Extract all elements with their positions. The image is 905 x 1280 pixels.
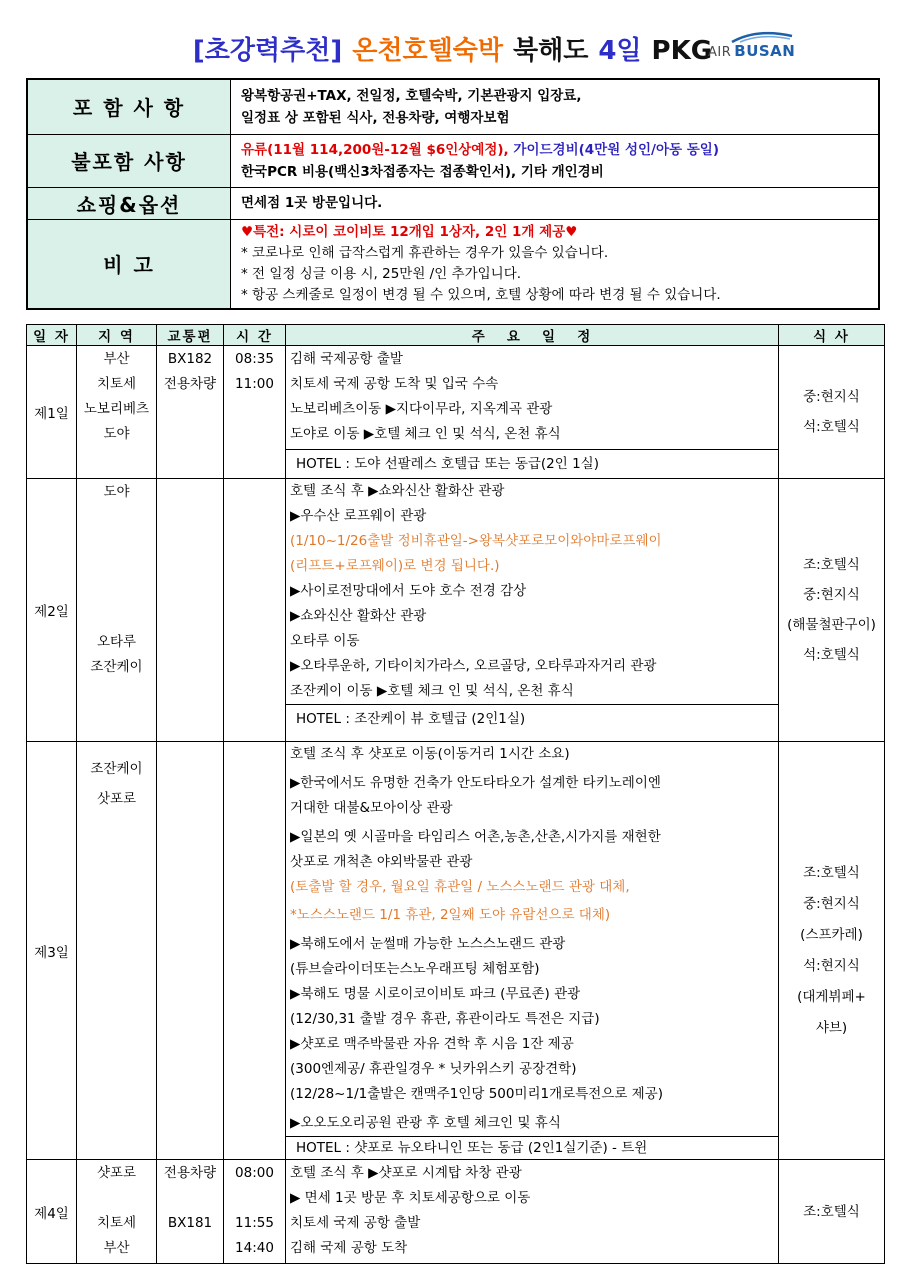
excluded-content	[231, 134, 880, 187]
region: 조잔케이	[90, 761, 143, 777]
meal: 중:현지식	[803, 389, 860, 405]
remark-line: * 코로나로 인해 급작스럽게 휴관하는 경우가 있을수 있습니다.	[241, 244, 609, 261]
day3-row	[27, 742, 885, 1160]
excluded-line1	[241, 139, 868, 161]
itinerary-item: ▶일본의 옛 시골마을 타임리스 어촌,농촌,산촌,시가지를 재현한	[290, 829, 661, 845]
time: 14:40	[235, 1240, 274, 1256]
schedule-table	[26, 324, 885, 1264]
itinerary-item: ▶오오도오리공원 관광 후 호텔 체크인 및 휴식	[290, 1115, 561, 1131]
logo-air: AIR	[708, 45, 732, 60]
itinerary-item: 삿포로 개척촌 야외박물관 관광	[290, 854, 473, 870]
time: 11:55	[235, 1215, 274, 1231]
day3-transport	[157, 742, 224, 1160]
col-day: 일 자	[27, 325, 77, 346]
itinerary-item: 호텔 조식 후 ▶샷포로 시계탑 차창 관광	[290, 1165, 522, 1181]
time: 08:35	[235, 351, 274, 367]
remark-line: * 항공 스케줄로 일정이 변경 될 수 있으며, 호텔 상황에 따라 변경 될 수 있습니다.	[241, 286, 721, 303]
itinerary-item: 치토세 국제 공항 출발	[290, 1215, 421, 1231]
shopping-label: 쇼핑&옵션	[27, 187, 231, 219]
day2-transport	[157, 479, 224, 742]
included-label: 포 함 사 항	[27, 79, 231, 134]
transport: 전용차량	[163, 1165, 217, 1181]
region: 노보리베츠	[83, 401, 150, 417]
meal: 석:호텔식	[803, 647, 860, 663]
day-label: 제3일	[27, 742, 77, 1160]
day2-meals	[779, 479, 885, 742]
col-meal: 식 사	[779, 325, 885, 346]
itinerary-item: 도야로 이동 ▶호텔 체크 인 및 석식, 온천 휴식	[290, 426, 561, 442]
itinerary-item: ▶우수산 로프웨이 관광	[290, 508, 427, 524]
excluded-label: 불포함 사항	[27, 134, 231, 187]
itinerary-item: ▶북해도에서 눈썰매 가능한 노스스노랜드 관광	[290, 936, 566, 952]
itinerary-item: 조잔케이 이동 ▶호텔 체크 인 및 석식, 온천 휴식	[290, 683, 574, 699]
meal: 조:호텔식	[803, 1203, 860, 1220]
region: 도야	[103, 426, 130, 442]
itinerary-item: 김해 국제공항 출발	[290, 351, 403, 367]
itinerary-note: *노스스노랜드 1/1 휴관, 2일째 도야 유람선으로 대체)	[290, 907, 611, 923]
special-benefit-text: ♥특전: 시로이 코이비토 12개입 1상자, 2인 1개 제공♥	[241, 223, 578, 240]
schedule-header-row	[27, 325, 885, 346]
flight-number: BX181	[167, 1215, 213, 1231]
itinerary-item: (12/28~1/1출발은 캔맥주1인당 500미리1개로특전으로 제공)	[290, 1086, 664, 1102]
region: 삿포로	[96, 791, 137, 807]
day1-meals	[779, 346, 885, 479]
time: 08:00	[235, 1165, 274, 1181]
meal: 조:호텔식	[803, 864, 860, 881]
itinerary-item: ▶사이로전망대에서 도야 호수 전경 감상	[290, 583, 527, 599]
hotel-info: HOTEL : 도야 선팔레스 호텔급 또는 동급(2인 1실)	[286, 449, 778, 478]
day2-regions	[77, 479, 157, 742]
itinerary-note: (1/10~1/26출발 정비휴관일->왕복샷포로모이와야마로프웨이	[290, 533, 662, 549]
air-busan-logo	[708, 30, 808, 66]
day1-row	[27, 346, 885, 479]
meal: 석:호텔식	[803, 419, 860, 435]
meal: (스프카레)	[800, 926, 863, 943]
day1-transport	[157, 346, 224, 479]
itinerary-item: 노보리베츠이동 ▶지다이무라, 지옥계곡 관광	[290, 401, 553, 417]
excluded-line2: 한국PCR 비용(백신3차접종자는 접종확인서), 기타 개인경비	[241, 163, 604, 180]
region: 도야	[103, 484, 130, 500]
day-label: 제4일	[27, 1160, 77, 1264]
flight-number: BX182	[167, 351, 213, 367]
day3-times	[224, 742, 286, 1160]
meal: 샤브)	[815, 1019, 848, 1036]
region: 치토세	[96, 376, 137, 392]
included-line: 일정표 상 포함된 식사, 전용차량, 여행자보험	[241, 109, 510, 126]
meal: (해물철판구이)	[787, 617, 876, 633]
itinerary-item: ▶북해도 명물 시로이코이비토 파크 (무료존) 관광	[290, 986, 581, 1002]
itinerary-item: 김해 국제 공항 도착	[290, 1240, 408, 1256]
day-label: 제2일	[27, 479, 77, 742]
itinerary-note: (토출발 할 경우, 월요일 휴관일 / 노스스노랜드 관광 대체,	[290, 879, 630, 895]
region: 부산	[103, 1240, 130, 1256]
itinerary-item: 호텔 조식 후 샷포로 이동(이동거리 1시간 소요)	[290, 746, 570, 762]
day1-regions	[77, 346, 157, 479]
title-destination: 북해도	[512, 36, 589, 66]
day2-times	[224, 479, 286, 742]
itinerary-note: (리프트+로프웨이)로 변경 됩니다.)	[290, 558, 500, 574]
day2-itinerary	[286, 479, 779, 742]
region: 치토세	[96, 1215, 137, 1231]
region: 샷포로	[96, 1165, 137, 1181]
meal: 중:현지식	[803, 587, 860, 603]
title-pkg: PKG	[651, 36, 713, 66]
itinerary-item: (300엔제공/ 휴관일경우 * 닛카위스키 공장견학)	[290, 1061, 577, 1077]
remarks-label: 비 고	[27, 219, 231, 309]
itinerary-item: ▶오타루운하, 기타이치가라스, 오르골당, 오타루과자거리 관광	[290, 658, 657, 674]
day1-itinerary	[286, 346, 779, 479]
meal: 중:현지식	[803, 895, 860, 912]
itinerary-item: 치토세 국제 공항 도착 및 입국 수속	[290, 376, 499, 392]
transport: 전용차량	[163, 376, 217, 392]
region: 오타루	[96, 634, 137, 650]
itinerary-item: ▶ 면세 1곳 방문 후 치토세공항으로 이동	[290, 1190, 531, 1206]
hotel-info: HOTEL : 샷포로 뉴오타니인 또는 동급 (2인1실기준) - 트윈	[286, 1136, 778, 1159]
included-content	[231, 79, 880, 134]
col-region: 지 역	[77, 325, 157, 346]
remark-line: * 전 일정 싱글 이용 시, 25만원 /인 추가입니다.	[241, 265, 522, 282]
day4-meals	[779, 1160, 885, 1264]
title-tag: [초강력추천]	[192, 36, 343, 66]
col-time: 시 간	[224, 325, 286, 346]
time: 11:00	[235, 376, 274, 392]
col-itinerary: 주 요 일 정	[286, 325, 779, 346]
day-label: 제1일	[27, 346, 77, 479]
day4-itinerary	[286, 1160, 779, 1264]
day4-row	[27, 1160, 885, 1264]
meal: 석:현지식	[803, 957, 860, 974]
itinerary-item: ▶쇼와신산 활화산 관광	[290, 608, 427, 624]
info-table	[26, 78, 880, 310]
meal: (대게뷔페+	[797, 988, 866, 1005]
itinerary-item: ▶한국에서도 유명한 건축가 안도타타오가 설계한 타키노레이엔	[290, 775, 661, 791]
day3-itinerary	[286, 742, 779, 1160]
col-transport: 교통편	[157, 325, 224, 346]
remarks-content	[231, 219, 880, 309]
logo-busan: BUSAN	[734, 42, 796, 60]
day3-meals	[779, 742, 885, 1160]
itinerary-item: (튜브슬라이더또는스노우래프팅 체험포함)	[290, 961, 540, 977]
itinerary-item: 오타루 이동	[290, 633, 360, 649]
shopping-text: 면세점 1곳 방문입니다.	[231, 187, 880, 219]
meal: 조:호텔식	[803, 557, 860, 573]
itinerary-item: 호텔 조식 후 ▶쇼와신산 활화산 관광	[290, 483, 505, 499]
included-line: 왕복항공권+TAX, 전일정, 호텔숙박, 기본관광지 입장료,	[241, 87, 582, 104]
region: 부산	[103, 351, 130, 367]
day4-regions	[77, 1160, 157, 1264]
day1-times	[224, 346, 286, 479]
title-accent: 온천호텔숙박	[352, 36, 503, 66]
title-duration: 4일	[598, 36, 642, 66]
day2-row	[27, 479, 885, 742]
day4-transport	[157, 1160, 224, 1264]
day4-times	[224, 1160, 286, 1264]
itinerary-item: ▶샷포로 맥주박물관 자유 견학 후 시음 1잔 제공	[290, 1036, 574, 1052]
guide-fee-text: 가이드경비(4만원 성인/아동 동일)	[508, 141, 719, 158]
fuel-surcharge-text: 유류(11월 114,200원-12월 $6인상예정),	[241, 141, 509, 158]
day3-regions	[77, 742, 157, 1160]
region: 조잔케이	[90, 659, 143, 675]
itinerary-item: (12/30,31 출발 경우 휴관, 휴관이라도 특전은 지급)	[290, 1011, 600, 1027]
itinerary-item: 거대한 대불&모아이상 관광	[290, 800, 453, 816]
hotel-info: HOTEL : 조잔케이 뷰 호텔급 (2인1실)	[286, 704, 778, 733]
